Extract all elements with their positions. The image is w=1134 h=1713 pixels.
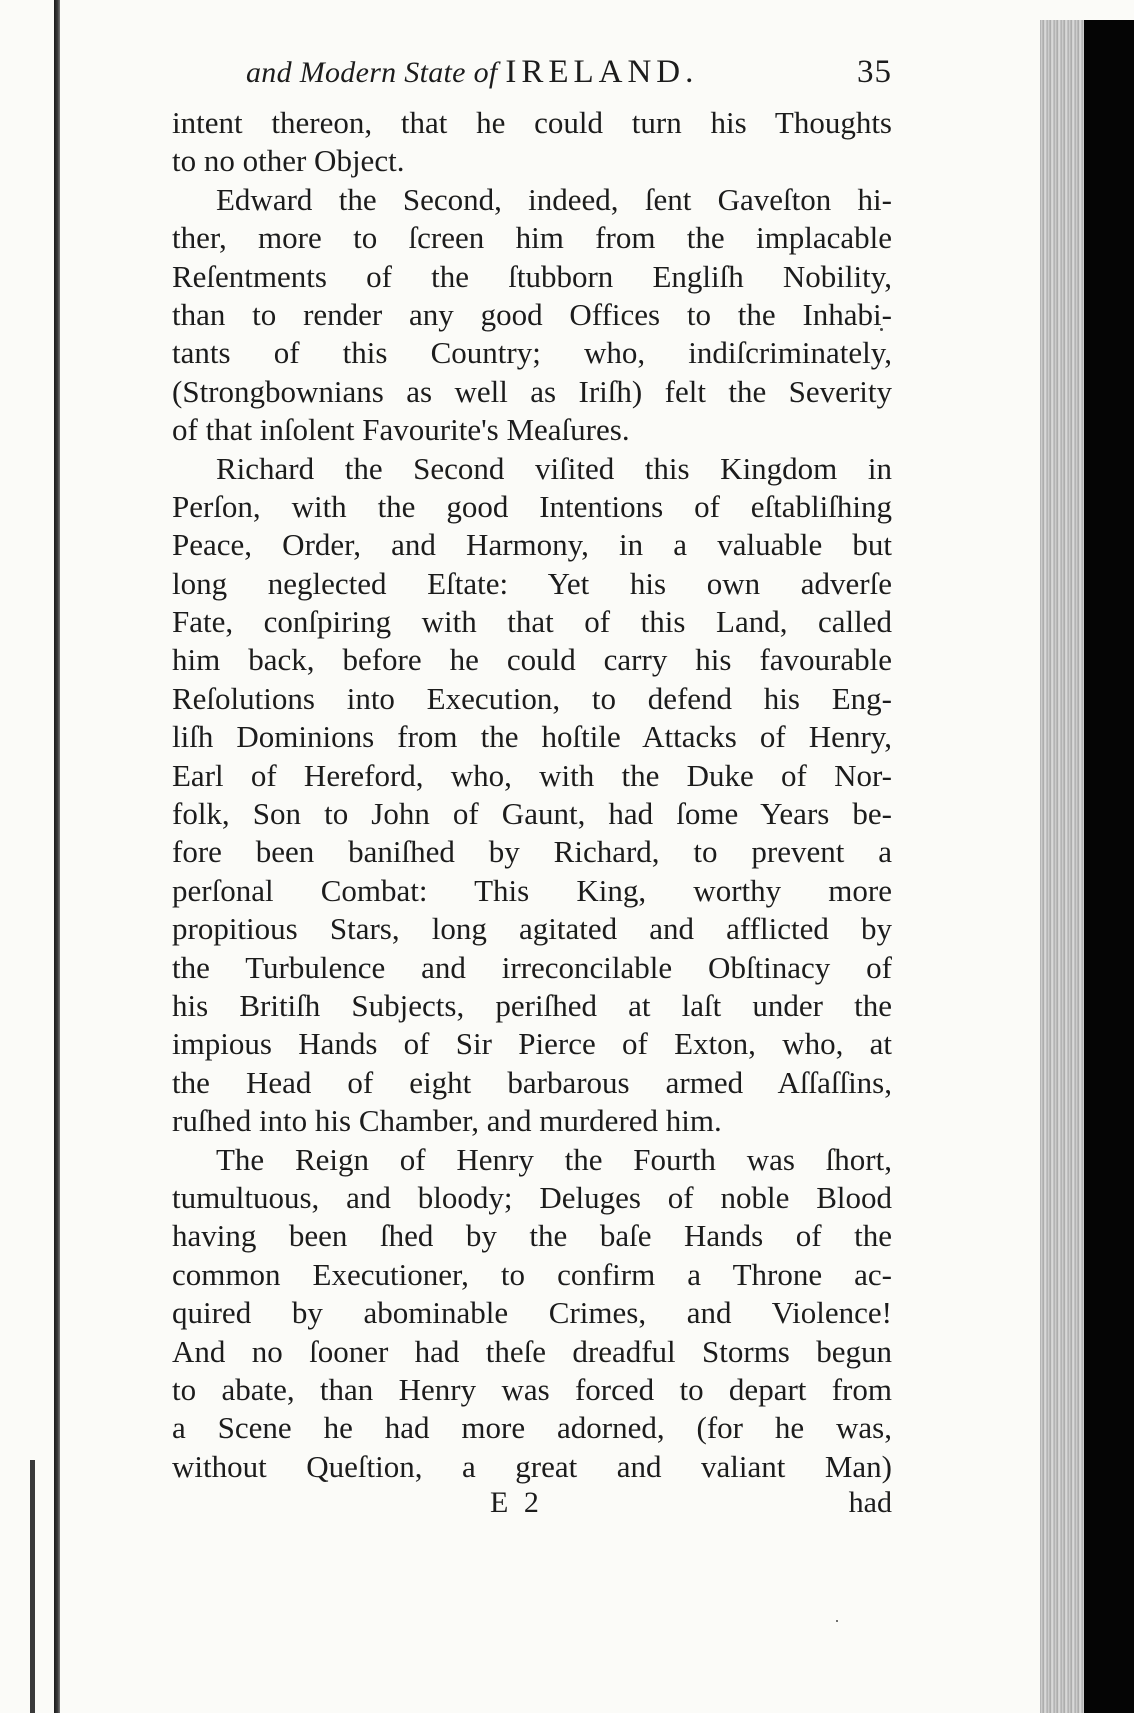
text-line: Reſolutions into Execution, to defend his Eng- (172, 680, 892, 716)
text-line: a Scene he had more adorned, (for he was, (172, 1410, 892, 1446)
page-edge-shadow (1040, 20, 1084, 1713)
text-line: without Queſtion, a great and valiant Man) (172, 1448, 892, 1484)
text-line: to no other Object. (172, 143, 405, 179)
text-line: the Turbulence and irreconcilable Obſtinacy of (172, 949, 892, 985)
text-line: tumultuous, and bloody; Deluges of noble Blood (172, 1179, 892, 1215)
running-title-italic: and Modern State of (246, 56, 498, 89)
body-text (172, 104, 892, 1486)
page-number: 35 (857, 54, 892, 90)
text-line: fore been baniſhed by Richard, to prevent a (172, 834, 892, 870)
catchword: had (848, 1486, 892, 1520)
text-line: perſonal Combat: This King, worthy more (172, 872, 892, 908)
text-line: tants of this Country; who, indiſcriminately, (172, 335, 892, 371)
text-line: Richard the Second viſited this Kingdom in (216, 450, 892, 486)
text-line: than to render any good Offices to the Inhabi- (172, 296, 892, 332)
text-line: Perſon, with the good Intentions of eſtabliſhing (172, 488, 892, 524)
text-line: intent thereon, that he could turn his Thoughts (172, 105, 892, 140)
page-footer (172, 1486, 892, 1526)
running-title-ireland: IRELAND. (505, 54, 699, 90)
text-line: propitious Stars, long agitated and afflicted by (172, 911, 892, 947)
text-line: Fate, conſpiring with that of this Land, called (172, 604, 892, 640)
text-line: to abate, than Henry was forced to depart from (172, 1371, 892, 1407)
text-line: folk, Son to John of Gaunt, had ſome Years be- (172, 796, 892, 832)
text-line: quired by abominable Crimes, and Violence! (172, 1295, 892, 1331)
ink-speck (836, 1620, 838, 1622)
binding-gutter-line (54, 0, 60, 1713)
page-text-block (172, 46, 892, 1526)
scan-dark-border (1084, 20, 1134, 1713)
scan-top-margin (1030, 0, 1134, 20)
text-line: him back, before he could carry his favourable (172, 642, 892, 678)
running-head (172, 46, 892, 104)
text-line: ruſhed into his Chamber, and murdered him. (172, 1103, 722, 1139)
text-line: long neglected Eſtate: Yet his own adverſe (172, 565, 892, 601)
binding-gutter-line-lower (30, 1460, 35, 1713)
text-line: Earl of Hereford, who, with the Duke of Nor- (172, 757, 892, 793)
text-line: his Britiſh Subjects, periſhed at laſt under the (172, 987, 892, 1023)
text-line: Edward the Second, indeed, ſent Gaveſton hi- (216, 181, 892, 217)
text-line: Peace, Order, and Harmony, in a valuable but (172, 527, 892, 563)
text-line: of that inſolent Favourite's Meaſures. (172, 412, 630, 448)
running-title (246, 54, 698, 91)
text-line: the Head of eight barbarous armed Aſſaſſins, (172, 1064, 892, 1100)
text-line: impious Hands of Sir Pierce of Exton, who, at (172, 1026, 892, 1062)
text-line: liſh Dominions from the hoſtile Attacks of Henry, (172, 719, 892, 755)
text-line: Reſentments of the ſtubborn Engliſh Nobility, (172, 258, 892, 294)
text-line: The Reign of Henry the Fourth was ſhort, (216, 1141, 892, 1177)
text-line: ther, more to ſcreen him from the implacable (172, 220, 892, 256)
text-line: (Strongbownians as well as Iriſh) felt the Severity (172, 373, 892, 409)
signature-mark: E 2 (490, 1486, 543, 1520)
text-line: having been ſhed by the baſe Hands of the (172, 1218, 892, 1254)
text-line: common Executioner, to confirm a Throne ac- (172, 1256, 892, 1292)
text-line: And no ſooner had theſe dreadful Storms begun (172, 1333, 892, 1369)
